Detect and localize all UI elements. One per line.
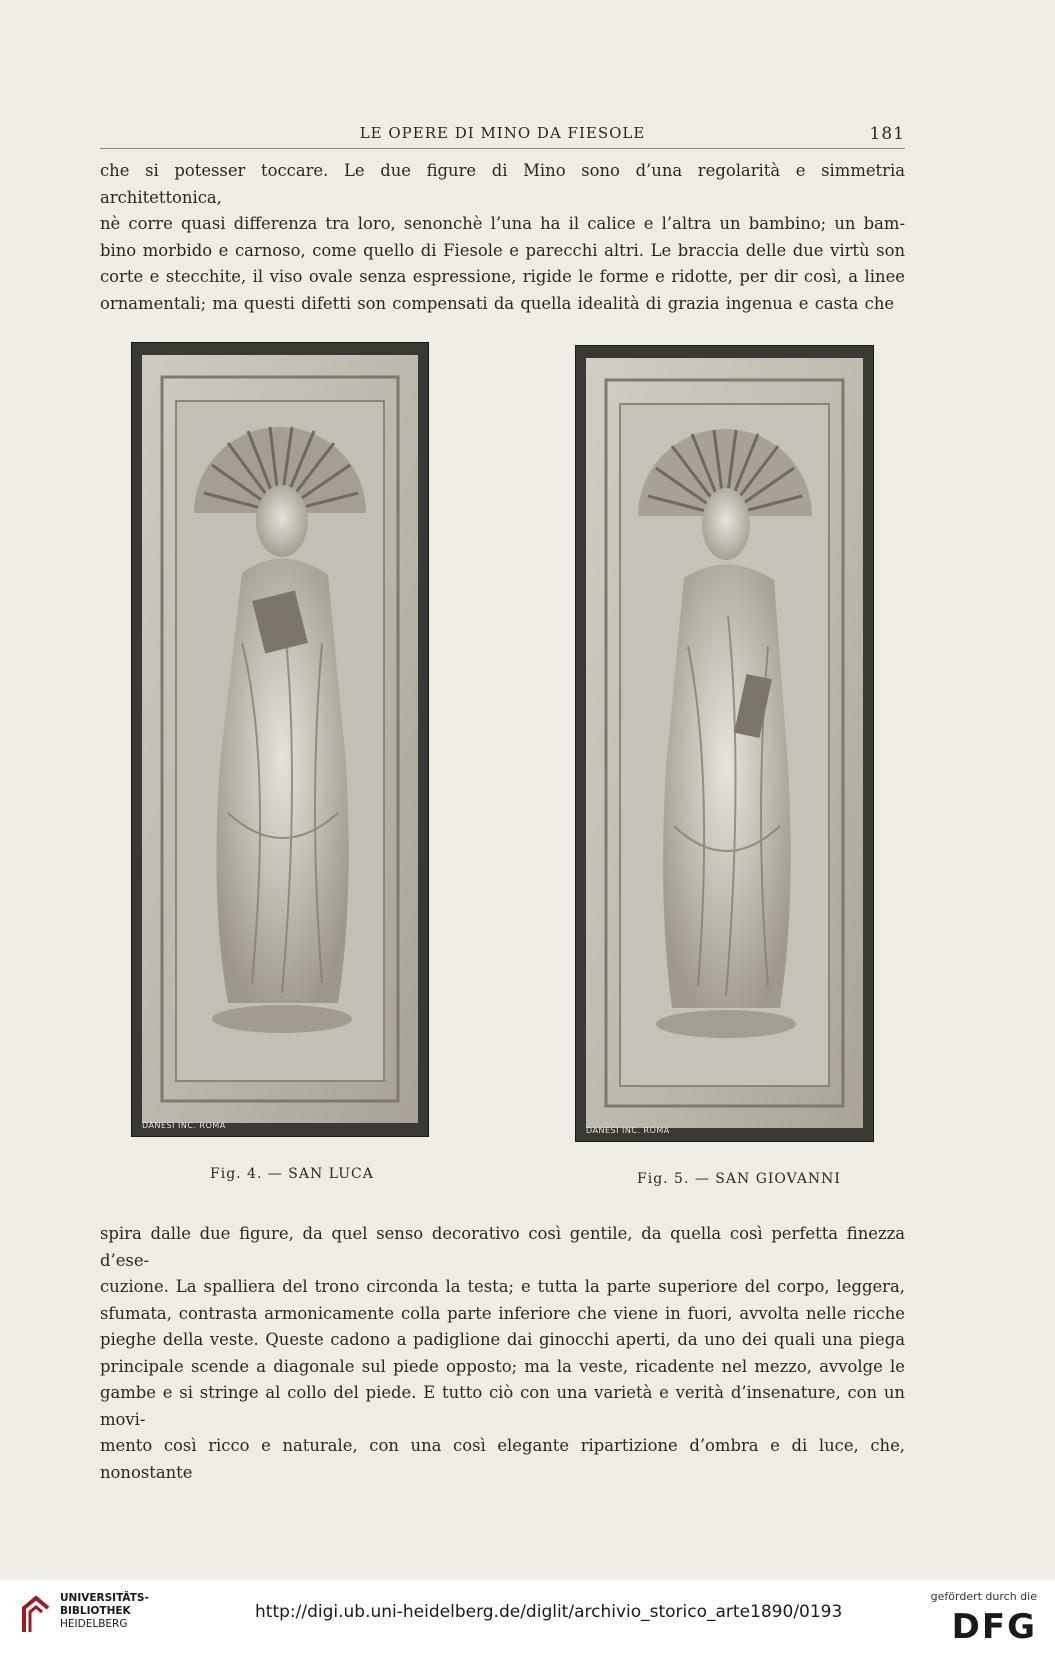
text-line: mento così ricco e naturale, con una così elegante ripartizione d’ombra e di luce, che, nonostante [100,1436,905,1482]
paragraph-top [100,158,905,317]
engraver-mark: DANESI INC. ROMA [586,1126,670,1135]
running-head-title: LE OPERE DI MINO DA FIESOLE [359,124,646,142]
paragraph-bottom [100,1221,905,1486]
figure-caption-5: Fig. 5. — SAN GIOVANNI [637,1171,841,1187]
library-name-line: HEIDELBERG [60,1618,128,1630]
text-line: che si potesser toccare. Le due figure di Mino sono d’una regolarità e simmetria architettonica, [100,161,905,207]
header-rule [100,148,905,149]
page-number: 181 [869,124,905,144]
figure-caption-4: Fig. 4. — SAN LUCA [210,1166,374,1182]
text-line: bino morbido e carnoso, come quello di Fiesole e parecchi altri. Le braccia delle due virtù son [100,240,905,260]
engraver-mark: DANESI INC. ROMA [142,1121,226,1130]
text-line: principale scende a diagonale sul piede opposto; ma la veste, ricadente nel mezzo, avvolge le [100,1356,905,1376]
text-line: sfumata, contrasta armonicamente colla parte inferiore che viene in fuori, avvolta nelle ricche [100,1303,905,1323]
permalink-url[interactable]: http://digi.ub.uni-heidelberg.de/diglit/archivio_storico_arte1890/0193 [255,1602,843,1622]
digitization-footer [0,1580,1055,1658]
text-line: pieghe della veste. Queste cadono a padiglione dai ginocchi aperti, da uno dei quali una piega [100,1330,905,1349]
library-logo-icon [20,1594,52,1634]
text-line: nè corre quasi differenza tra loro, senonchè l’una ha il calice e l’altra un bambino; un bam- [100,214,905,233]
funded-by-label: gefördert durch die [930,1590,1037,1603]
text-line: gambe e si stringe al collo del piede. E tutto ciò con una varietà e verità d’insenature, con un movi- [100,1383,905,1429]
relief-image-san-luca [132,343,428,1136]
figure-san-luca [131,342,429,1137]
dfg-logo-icon: DFG [951,1607,1037,1647]
figure-san-giovanni [575,345,874,1142]
text-line: spira dalle due figure, da quel senso decorativo così gentile, da quella così perfetta finezza d’ese- [100,1224,905,1270]
text-line: corte e stecchite, il viso ovale senza espressione, rigide le forme e ridotte, per dir così, a linee [100,267,905,286]
text-line: ornamentali; ma questi difetti son compensati da quella idealità di grazia ingenua e casta che [100,293,895,313]
library-name [60,1592,149,1631]
text-line: cuzione. La spalliera del trono circonda la testa; e tutta la parte superiore del corpo, leggera, [100,1277,905,1296]
library-name-line: BIBLIOTHEK [60,1605,131,1617]
relief-image-san-giovanni [576,346,873,1141]
library-name-line: UNIVERSITÄTS- [60,1592,149,1604]
